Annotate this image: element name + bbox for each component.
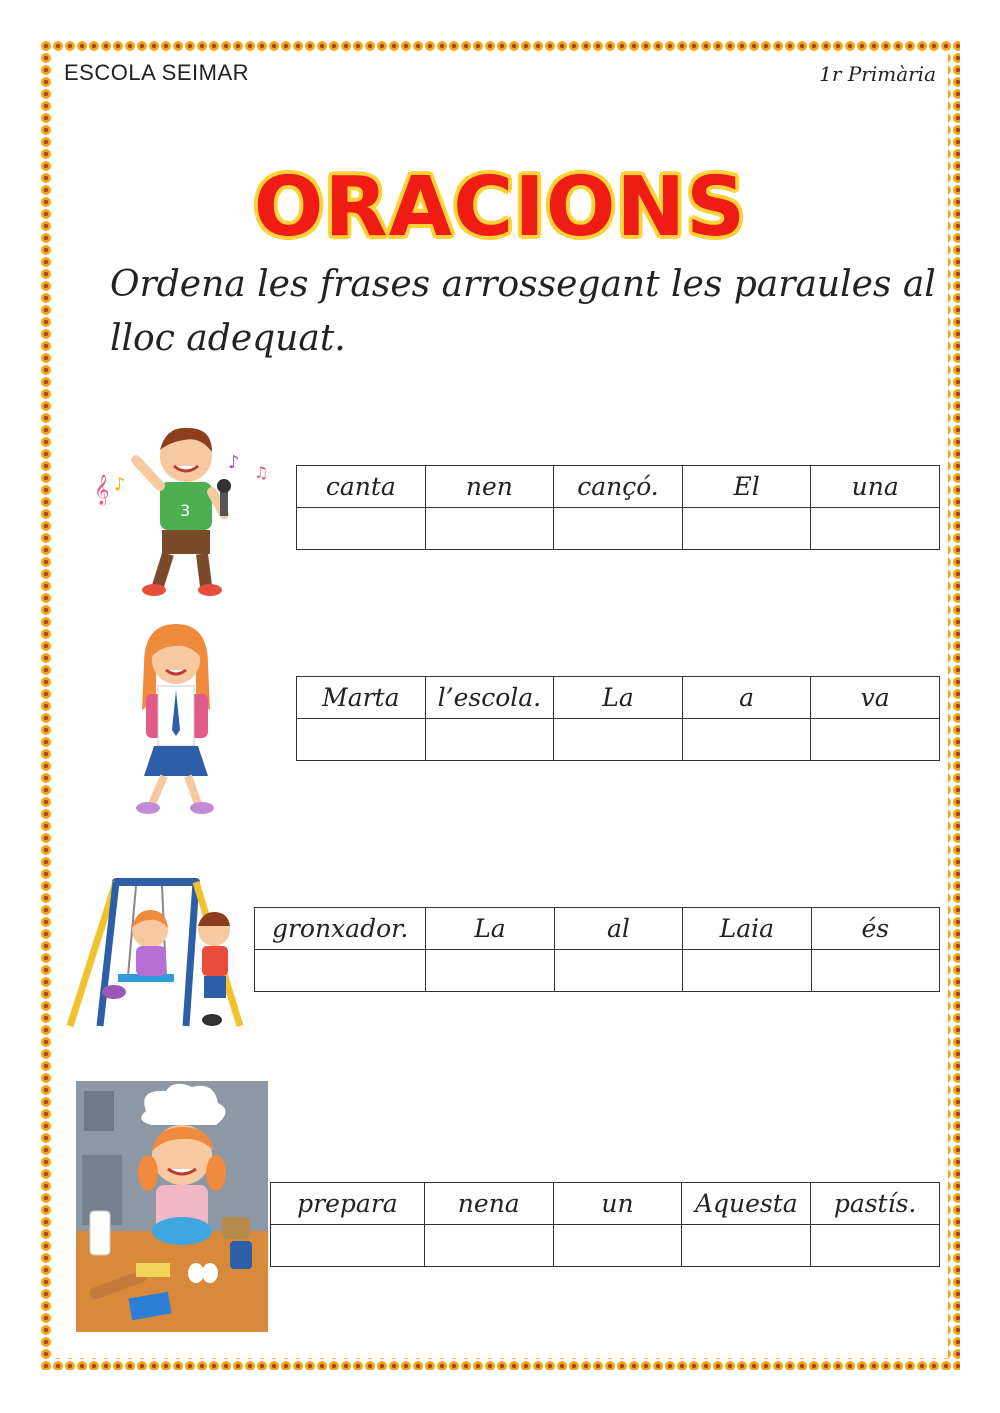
word-card[interactable]: gronxador. [255,908,426,950]
drop-slot[interactable] [424,1225,553,1267]
drop-slot[interactable] [425,508,554,550]
word-table-4 [270,1182,940,1267]
word-card[interactable]: nen [425,466,554,508]
svg-text:♫: ♫ [254,463,269,482]
drop-slot[interactable] [811,508,940,550]
word-card[interactable]: canta [297,466,426,508]
drop-slot[interactable] [682,719,811,761]
grade-label: 1r Primària [819,62,936,86]
word-card[interactable]: pastís. [811,1183,940,1225]
drop-slot[interactable] [425,719,554,761]
children-swing-illustration [56,876,256,1036]
word-card[interactable]: va [811,677,940,719]
drop-slot[interactable] [683,950,811,992]
drop-slot[interactable] [682,1225,811,1267]
word-card[interactable]: nena [424,1183,553,1225]
answer-row [297,508,940,550]
word-card[interactable]: La [426,908,554,950]
girl-baking-cake-illustration [76,1081,268,1332]
drop-slot[interactable] [554,508,683,550]
svg-text:♪: ♪ [228,452,240,473]
word-row [255,908,940,950]
drop-slot[interactable] [811,719,940,761]
drop-slot[interactable] [554,719,683,761]
instruction-text: Ordena les frases arrossegant les paraules al lloc adequat. [110,264,936,359]
word-row [271,1183,940,1225]
answer-row [297,719,940,761]
word-card[interactable]: prepara [271,1183,425,1225]
word-card[interactable]: l’escola. [425,677,554,719]
word-table-3 [254,907,940,992]
word-row [297,466,940,508]
word-row [297,677,940,719]
drop-slot[interactable] [682,508,811,550]
drop-slot[interactable] [811,950,939,992]
word-card[interactable]: a [682,677,811,719]
page-title: ORACIONS [253,160,747,255]
word-card[interactable]: Laia [683,908,811,950]
drop-slot[interactable] [271,1225,425,1267]
drop-slot[interactable] [553,1225,682,1267]
answer-row [271,1225,940,1267]
word-card[interactable]: una [811,466,940,508]
svg-text:𝄞: 𝄞 [94,475,110,505]
word-card[interactable]: Marta [297,677,426,719]
drop-slot[interactable] [297,508,426,550]
drop-slot[interactable] [426,950,554,992]
word-card[interactable]: Aquesta [682,1183,811,1225]
word-card[interactable]: El [682,466,811,508]
word-table-1 [296,465,940,550]
drop-slot[interactable] [811,1225,940,1267]
svg-text:♪: ♪ [114,474,126,495]
drop-slot[interactable] [255,950,426,992]
svg-text:3: 3 [180,501,191,520]
word-card[interactable]: cançó. [554,466,683,508]
answer-row [255,950,940,992]
school-name: ESCOLA SEIMAR [64,60,250,85]
drop-slot[interactable] [297,719,426,761]
word-card[interactable]: un [553,1183,682,1225]
girl-going-to-school-illustration [118,620,228,820]
boy-singing-illustration [88,420,278,600]
word-table-2 [296,676,940,761]
word-card[interactable]: La [554,677,683,719]
word-card[interactable]: al [554,908,682,950]
word-card[interactable]: és [811,908,939,950]
drop-slot[interactable] [554,950,682,992]
